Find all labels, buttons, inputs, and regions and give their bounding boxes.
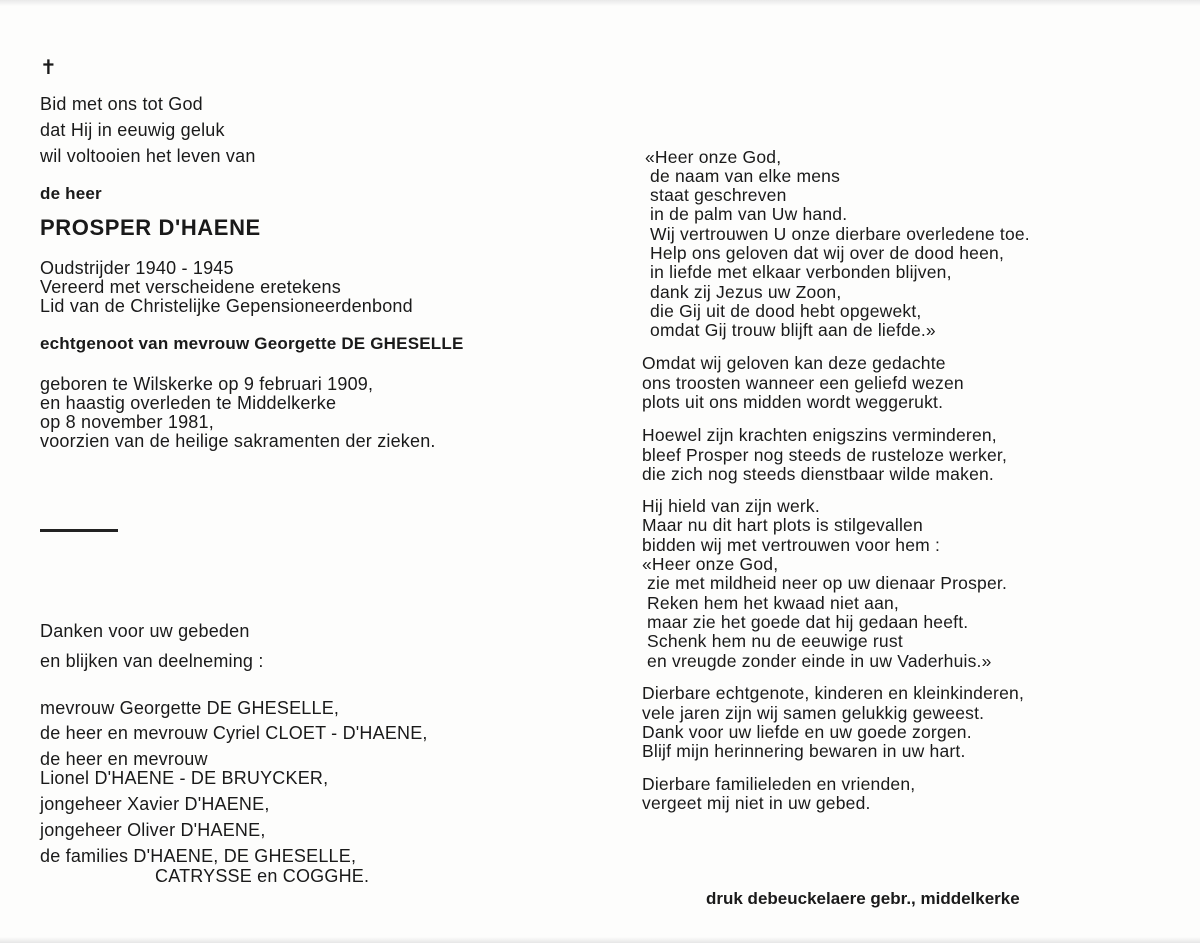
family-line: mevrouw Georgette DE GHESELLE, [40, 698, 340, 718]
paragraph3-line: en vreugde zonder einde in uw Vaderhuis.» [642, 651, 992, 671]
prayer1-line: Help ons geloven dat wij over de dood heen, [645, 243, 1005, 263]
paragraph5-line: Dierbare familieleden en vrienden, [642, 774, 916, 794]
prayer1-line: Wij vertrouwen U onze dierbare overledene toe. [645, 224, 1030, 244]
prayer1-line: dank zij Jezus uw Zoon, [645, 282, 842, 302]
paragraph3-line: Schenk hem nu de eeuwige rust [642, 631, 903, 651]
life-line: geboren te Wilskerke op 9 februari 1909, [40, 374, 374, 394]
paragraph1-line: ons troosten wanneer een geliefd wezen [642, 373, 964, 393]
honorific: de heer [40, 184, 102, 203]
paragraph2-line: bleef Prosper nog steeds de rusteloze werker, [642, 445, 1008, 465]
family-line: CATRYSSE en COGGHE. [155, 866, 370, 886]
divider [40, 529, 118, 532]
life-line: voorzien van de heilige sakramenten der zieken. [40, 431, 436, 451]
prayer-line: wil voltooien het leven van [40, 146, 256, 166]
thanks-line: en blijken van deelneming : [40, 651, 264, 671]
deceased-name: PROSPER D'HAENE [40, 215, 261, 240]
family-line: de families D'HAENE, DE GHESELLE, [40, 846, 357, 866]
life-line: op 8 november 1981, [40, 412, 214, 432]
paragraph4-line: vele jaren zijn wij samen gelukkig geweest. [642, 703, 985, 723]
prayer-line: Bid met ons tot God [40, 94, 203, 114]
detail-line: Oudstrijder 1940 - 1945 [40, 258, 234, 278]
paper-edge-top [0, 0, 1200, 6]
paragraph4-line: Dierbare echtgenote, kinderen en kleinkinderen, [642, 683, 1025, 703]
family-line: de heer en mevrouw [40, 749, 208, 769]
paper-edge-bottom [0, 937, 1200, 943]
paragraph2-line: die zich nog steeds dienstbaar wilde maken. [642, 464, 994, 484]
family-line: jongeheer Oliver D'HAENE, [40, 820, 266, 840]
paragraph1-line: plots uit ons midden wordt weggerukt. [642, 392, 944, 412]
paragraph3-line: Reken hem het kwaad niet aan, [642, 593, 899, 613]
paragraph3-line: «Heer onze God, [642, 554, 779, 574]
prayer-line: dat Hij in eeuwig geluk [40, 120, 225, 140]
paragraph3-line: bidden wij met vertrouwen voor hem : [642, 535, 941, 555]
prayer1-line: in liefde met elkaar verbonden blijven, [645, 262, 952, 282]
thanks-line: Danken voor uw gebeden [40, 621, 250, 641]
paragraph5-line: vergeet mij niet in uw gebed. [642, 793, 871, 813]
paragraph4-line: Blijf mijn herinnering bewaren in uw hart. [642, 741, 966, 761]
detail-line: Vereerd met verscheidene eretekens [40, 277, 341, 297]
family-line: de heer en mevrouw Cyriel CLOET - D'HAENE, [40, 723, 428, 743]
family-line: Lionel D'HAENE - DE BRUYCKER, [40, 768, 329, 788]
paragraph4-line: Dank voor uw liefde en uw goede zorgen. [642, 722, 972, 742]
paragraph2-line: Hoewel zijn krachten enigszins verminderen, [642, 425, 997, 445]
paragraph1-line: Omdat wij geloven kan deze gedachte [642, 353, 946, 373]
life-line: en haastig overleden te Middelkerke [40, 393, 337, 413]
paragraph3-line: Hij hield van zijn werk. [642, 496, 820, 516]
paragraph3-line: zie met mildheid neer op uw dienaar Prosper. [642, 573, 1008, 593]
spouse-line: echtgenoot van mevrouw Georgette DE GHESELLE [40, 334, 464, 353]
family-line: jongeheer Xavier D'HAENE, [40, 794, 270, 814]
paragraph3-line: Maar nu dit hart plots is stilgevallen [642, 515, 923, 535]
prayer1-line: die Gij uit de dood hebt opgewekt, [645, 301, 922, 321]
prayer1-line: de naam van elke mens [645, 166, 841, 186]
printer-credit: druk debeuckelaere gebr., middelkerke [706, 889, 1020, 908]
prayer1-line: «Heer onze God, [645, 147, 782, 167]
cross-icon: ✝ [40, 57, 57, 79]
prayer1-line: in de palm van Uw hand. [645, 204, 848, 224]
prayer1-line: staat geschreven [645, 185, 787, 205]
paragraph3-line: maar zie het goede dat hij gedaan heeft. [642, 612, 969, 632]
prayer1-line: omdat Gij trouw blijft aan de liefde.» [645, 320, 936, 340]
detail-line: Lid van de Christelijke Gepensioneerdenbond [40, 296, 413, 316]
